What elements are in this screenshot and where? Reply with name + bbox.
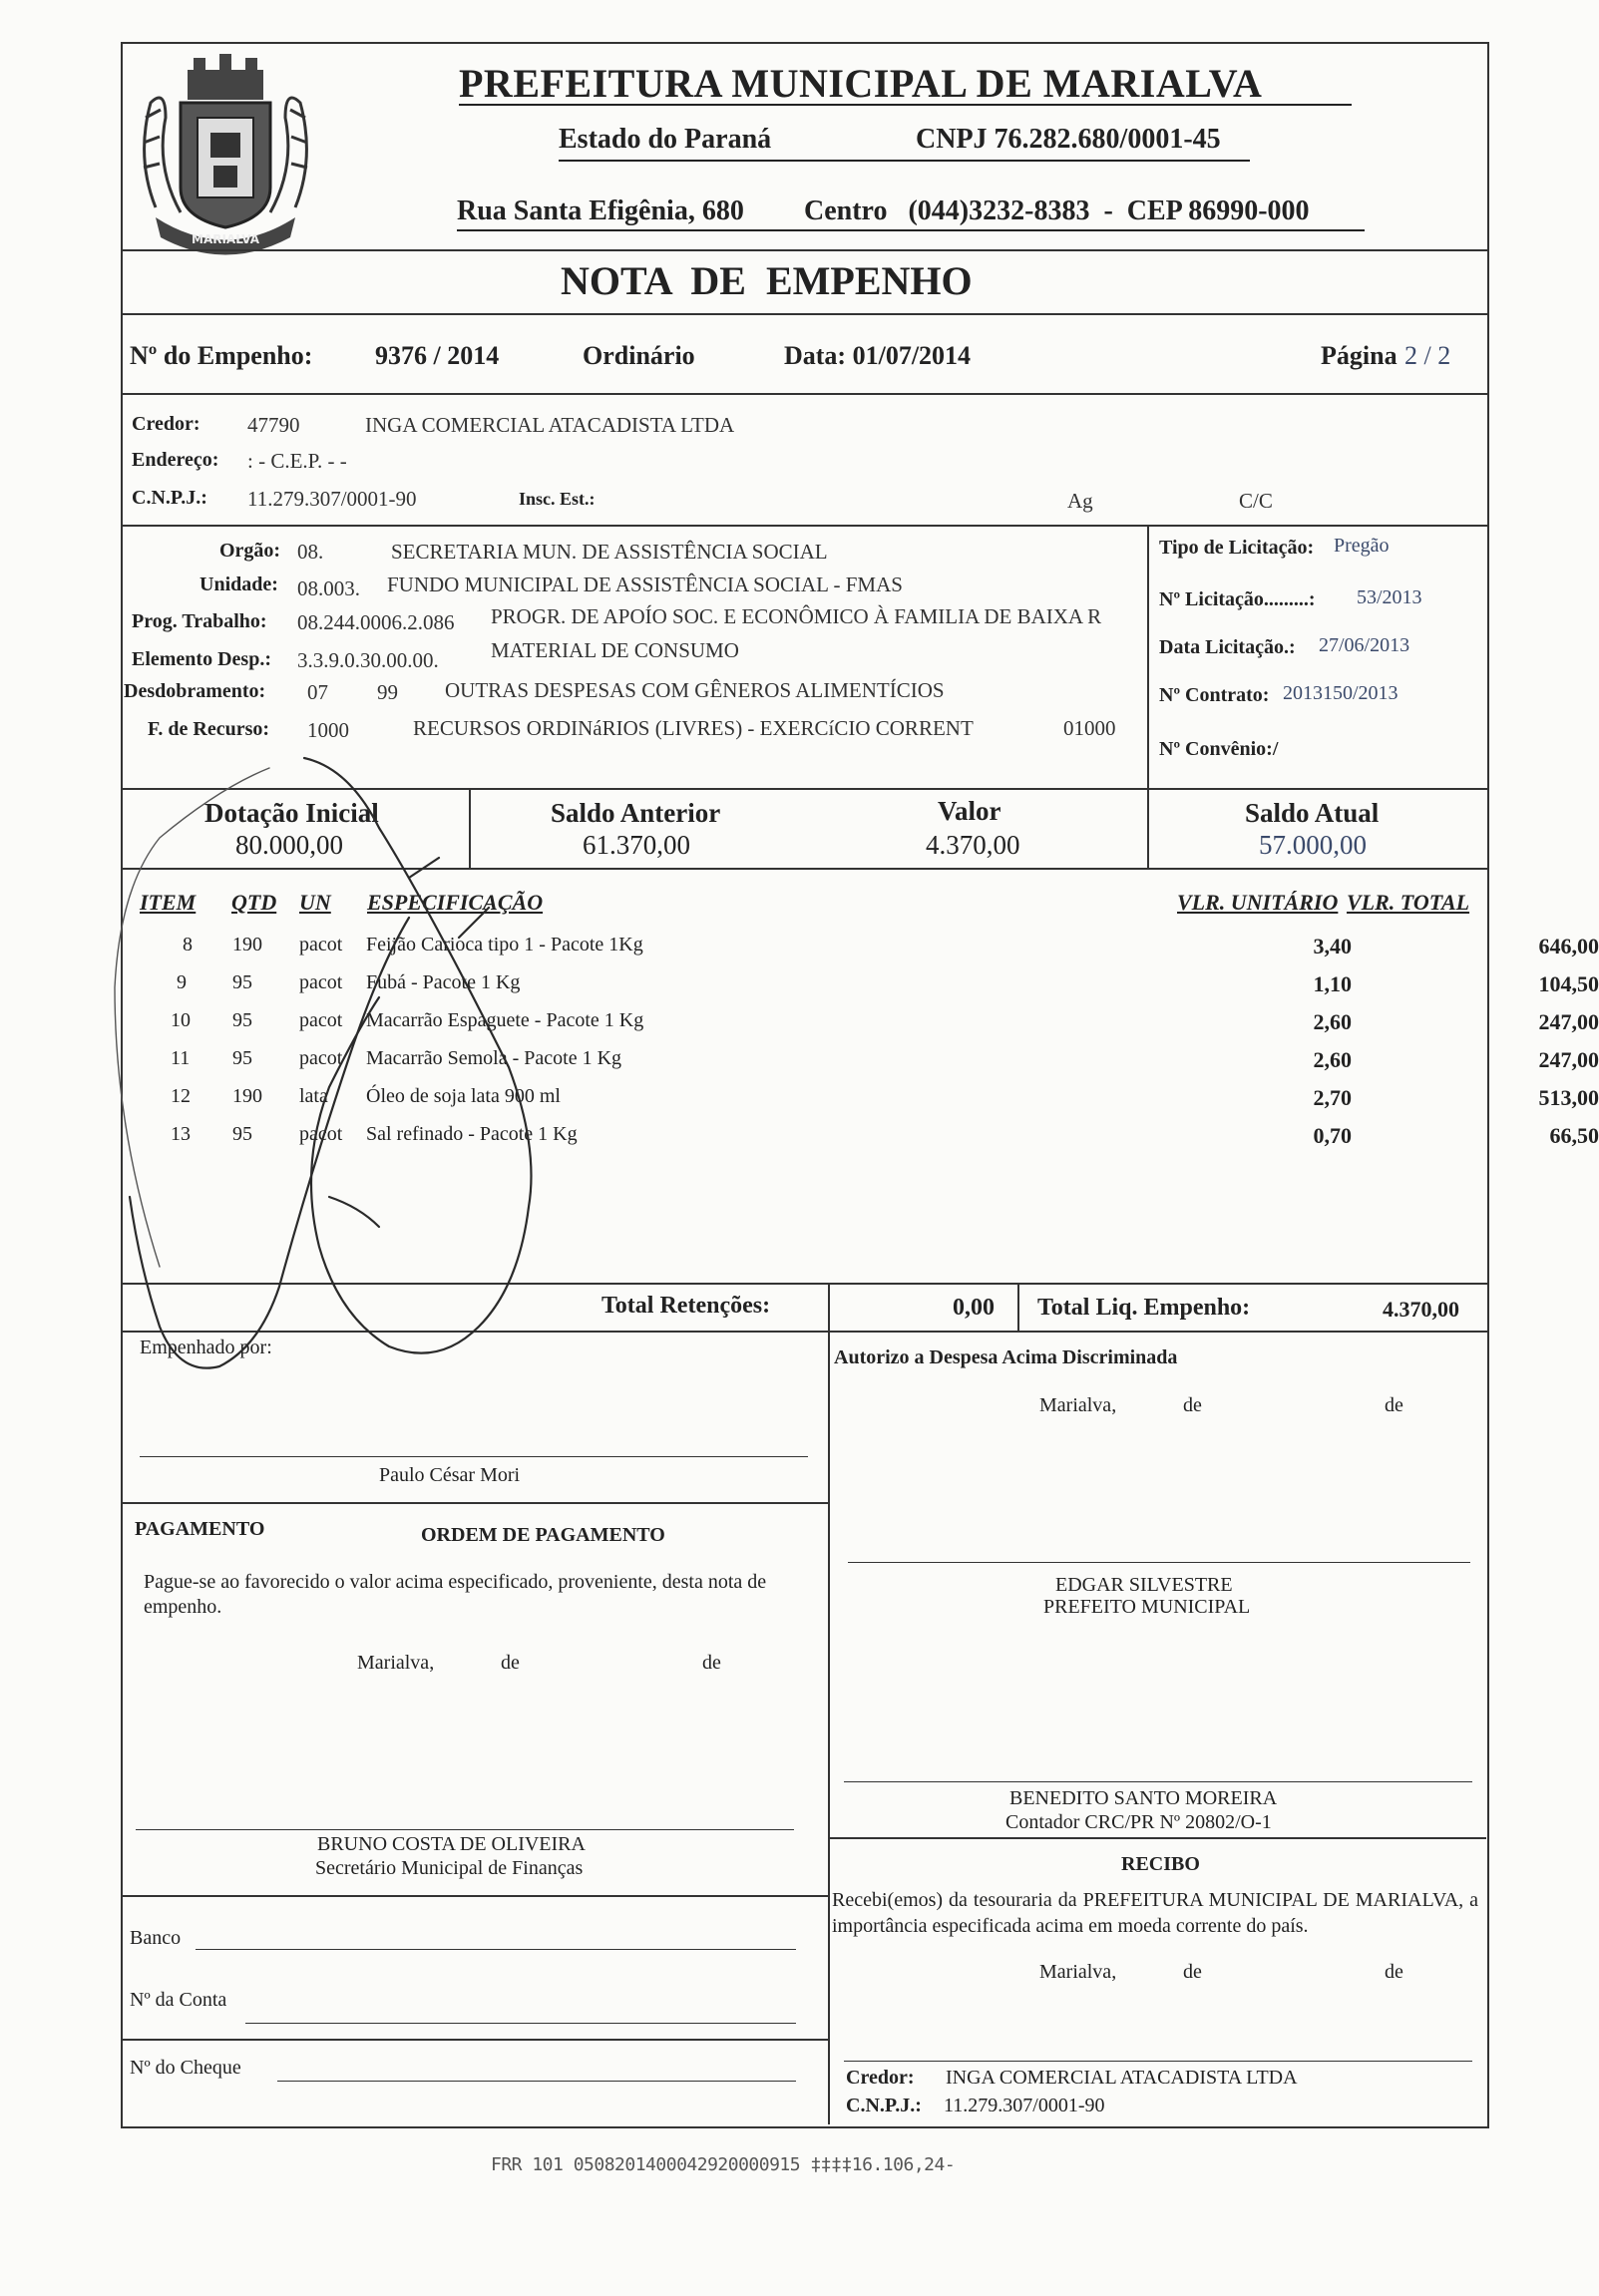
desd-label: Desdobramento: bbox=[124, 680, 266, 702]
anterior-label: Saldo Anterior bbox=[551, 798, 721, 828]
item-un: pacot bbox=[299, 971, 343, 993]
item-vtotal: 513,00 bbox=[1538, 1085, 1599, 1110]
item-number: 9 bbox=[177, 971, 187, 993]
autorizo-label: Autorizo a Despesa Acima Discriminada bbox=[834, 1346, 1178, 1368]
item-number: 13 bbox=[171, 1123, 191, 1145]
empenhado-label: Empenhado por: bbox=[140, 1337, 272, 1358]
empenho-type: Ordinário bbox=[583, 341, 695, 370]
col-esp: ESPECIFICAÇÃO bbox=[367, 890, 544, 915]
cheque-field[interactable] bbox=[277, 2081, 796, 2082]
recibo-texto: Recebi(emos) da tesouraria da PREFEITURA MUNICIPAL DE MARIALVA, a importância especificada acima em moeda corrente do país. bbox=[832, 1889, 1478, 1937]
recibo-local: Marialva, bbox=[1039, 1961, 1117, 1983]
prefeito-signature-line bbox=[848, 1562, 1470, 1563]
autorizo-de2: de bbox=[1385, 1394, 1403, 1416]
recibo-title: RECIBO bbox=[1121, 1853, 1200, 1875]
elem-code: 3.3.9.0.30.00.00. bbox=[297, 648, 439, 672]
unidade-name: FUNDO MUNICIPAL DE ASSISTÊNCIA SOCIAL - FMAS bbox=[387, 573, 903, 596]
cc-label: C/C bbox=[1239, 489, 1273, 513]
item-number: 10 bbox=[171, 1009, 191, 1031]
item-vtotal: 247,00 bbox=[1538, 1047, 1599, 1072]
recurso-code: 1000 bbox=[307, 718, 349, 742]
prefeito-nome: EDGAR SILVESTRE bbox=[1055, 1574, 1233, 1596]
empenho-label: Nº do Empenho: bbox=[130, 341, 313, 370]
data-licitacao-value: 27/06/2013 bbox=[1319, 634, 1410, 656]
address-value: : - C.E.P. - - bbox=[247, 449, 347, 473]
autorizo-local: Marialva, bbox=[1039, 1394, 1117, 1416]
contrato-label: Nº Contrato: bbox=[1159, 684, 1270, 706]
item-un: pacot bbox=[299, 1047, 343, 1069]
elem-name: MATERIAL DE CONSUMO bbox=[491, 638, 739, 662]
footer-code: FRR 101 0508201400042920000915 ‡‡‡‡16.106,24- bbox=[491, 2154, 956, 2175]
retencoes-label: Total Retenções: bbox=[601, 1293, 771, 1319]
desd-name: OUTRAS DESPESAS COM GÊNEROS ALIMENTÍCIOS bbox=[445, 678, 945, 702]
pagamento-de2: de bbox=[702, 1652, 721, 1674]
col-vunit: VLR. UNITÁRIO bbox=[1177, 890, 1339, 915]
item-un: pacot bbox=[299, 1009, 343, 1031]
unidade-code: 08.003. bbox=[297, 576, 360, 600]
orgao-name: SECRETARIA MUN. DE ASSISTÊNCIA SOCIAL bbox=[391, 540, 828, 564]
item-vunit: 2,70 bbox=[1313, 1085, 1352, 1110]
header-title: PREFEITURA MUNICIPAL DE MARIALVA bbox=[459, 61, 1263, 106]
insc-label: Insc. Est.: bbox=[519, 489, 596, 509]
item-esp: Macarrão Semola - Pacote 1 Kg bbox=[366, 1047, 622, 1069]
pagamento-texto: Pague-se ao favorecido o valor acima especificado, proveniente, desta nota de empenho. bbox=[144, 1571, 767, 1618]
prog-name: PROGR. DE APOÍO SOC. E ECONÔMICO À FAMILIA DE BAIXA R bbox=[491, 604, 1102, 628]
desd-code2: 99 bbox=[377, 680, 398, 704]
contador-signature-line bbox=[844, 1781, 1472, 1782]
handwritten-signature bbox=[100, 728, 658, 1446]
header-contact: Centro (044)3232-8383 - CEP 86990-000 bbox=[804, 195, 1310, 226]
item-qtd: 95 bbox=[232, 1009, 252, 1031]
atual-label: Saldo Atual bbox=[1245, 798, 1380, 828]
recibo-cnpj-label: C.N.P.J.: bbox=[846, 2095, 922, 2116]
header-state-underline bbox=[559, 160, 1250, 162]
tipo-licitacao-label: Tipo de Licitação: bbox=[1159, 537, 1315, 559]
credor-name: INGA COMERCIAL ATACADISTA LTDA bbox=[365, 413, 735, 437]
recurso-name: RECURSOS ORDINáRIOS (LIVRES) - EXERCíCIO CORRENT bbox=[413, 716, 974, 740]
recibo-cnpj-value: 11.279.307/0001-90 bbox=[944, 2095, 1105, 2116]
credor-label: Credor: bbox=[132, 413, 200, 435]
contador-nome: BENEDITO SANTO MOREIRA bbox=[1009, 1787, 1278, 1809]
item-esp: Óleo de soja lata 900 ml bbox=[366, 1085, 561, 1107]
item-qtd: 190 bbox=[232, 934, 262, 956]
contrato-value: 2013150/2013 bbox=[1283, 682, 1399, 704]
desd-code: 07 bbox=[307, 680, 328, 704]
orgao-code: 08. bbox=[297, 540, 324, 564]
dotacao-label: Dotação Inicial bbox=[204, 798, 379, 828]
item-vunit: 1,10 bbox=[1313, 971, 1352, 996]
item-vunit: 2,60 bbox=[1313, 1047, 1352, 1072]
secretario-cargo: Secretário Municipal de Finanças bbox=[315, 1857, 584, 1879]
pagamento-local: Marialva, bbox=[357, 1652, 435, 1674]
convenio-label: Nº Convênio:/ bbox=[1159, 738, 1279, 760]
recibo-credor-label: Credor: bbox=[846, 2067, 915, 2089]
banco-label: Banco bbox=[130, 1927, 182, 1949]
retencoes-value: 0,00 bbox=[953, 1295, 995, 1321]
cnpj-label: C.N.P.J.: bbox=[132, 487, 207, 509]
recibo-credor-name: INGA COMERCIAL ATACADISTA LTDA bbox=[946, 2067, 1298, 2089]
col-vtotal: VLR. TOTAL bbox=[1347, 890, 1470, 915]
item-vunit: 2,60 bbox=[1313, 1009, 1352, 1034]
item-esp: Sal refinado - Pacote 1 Kg bbox=[366, 1123, 578, 1145]
pagamento-de1: de bbox=[501, 1652, 520, 1674]
item-qtd: 95 bbox=[232, 1123, 252, 1145]
item-un: pacot bbox=[299, 934, 343, 956]
item-number: 11 bbox=[171, 1047, 191, 1069]
item-vunit: 0,70 bbox=[1313, 1123, 1352, 1148]
cnpj-value: 11.279.307/0001-90 bbox=[247, 487, 417, 511]
tipo-licitacao-value: Pregão bbox=[1334, 535, 1390, 557]
liq-value: 4.370,00 bbox=[1383, 1297, 1459, 1322]
svg-text:MARIALVA: MARIALVA bbox=[192, 232, 259, 246]
num-licitacao-label: Nº Licitação.........: bbox=[1159, 588, 1316, 610]
conta-label: Nº da Conta bbox=[130, 1989, 227, 2011]
page-number: 2 / 2 bbox=[1404, 341, 1451, 370]
col-qtd: QTD bbox=[231, 890, 277, 915]
liq-label: Total Liq. Empenho: bbox=[1037, 1295, 1251, 1321]
item-esp: Macarrão Espaguete - Pacote 1 Kg bbox=[366, 1009, 644, 1031]
header-cnpj: CNPJ 76.282.680/0001-45 bbox=[916, 124, 1221, 155]
valor-label: Valor bbox=[938, 796, 1001, 826]
prog-code: 08.244.0006.2.086 bbox=[297, 610, 455, 634]
empenhado-nome: Paulo César Mori bbox=[379, 1464, 521, 1486]
orgao-label: Orgão: bbox=[219, 540, 281, 562]
autorizo-de1: de bbox=[1183, 1394, 1202, 1416]
contador-cargo: Contador CRC/PR Nº 20802/O-1 bbox=[1005, 1811, 1272, 1833]
item-esp: Fubá - Pacote 1 Kg bbox=[366, 971, 521, 993]
recibo-de2: de bbox=[1385, 1961, 1403, 1983]
empenhado-signature-line bbox=[140, 1456, 808, 1457]
ordem-pagamento-title: ORDEM DE PAGAMENTO bbox=[421, 1524, 665, 1546]
header-state: Estado do Paraná bbox=[559, 124, 772, 155]
table-row: 8 190 pacot Feijão Carioca tipo 1 - Pacote 1Kg 3,40 646,00 bbox=[183, 934, 1599, 958]
recibo-de1: de bbox=[1183, 1961, 1202, 1983]
item-vtotal: 247,00 bbox=[1538, 1009, 1599, 1034]
header-title-underline bbox=[459, 104, 1352, 106]
secretario-signature-line bbox=[136, 1829, 794, 1830]
recibo-signature-line bbox=[844, 2061, 1472, 2062]
item-qtd: 95 bbox=[232, 971, 252, 993]
pagamento-title: PAGAMENTO bbox=[135, 1518, 265, 1540]
anterior-value: 61.370,00 bbox=[583, 830, 690, 860]
data-licitacao-label: Data Licitação.: bbox=[1159, 636, 1296, 658]
unidade-label: Unidade: bbox=[200, 574, 278, 595]
item-vtotal: 104,50 bbox=[1538, 971, 1599, 996]
col-item: ITEM bbox=[140, 890, 197, 915]
coat-of-arms-icon bbox=[126, 48, 325, 257]
item-vtotal: 646,00 bbox=[1538, 934, 1599, 958]
item-vtotal: 66,50 bbox=[1549, 1123, 1599, 1148]
valor-value: 4.370,00 bbox=[926, 830, 1020, 860]
dotacao-value: 80.000,00 bbox=[235, 830, 343, 860]
ag-label: Ag bbox=[1067, 489, 1093, 513]
atual-value: 57.000,00 bbox=[1259, 830, 1367, 860]
item-un: pacot bbox=[299, 1123, 343, 1145]
secretario-nome: BRUNO COSTA DE OLIVEIRA bbox=[317, 1833, 586, 1855]
item-qtd: 95 bbox=[232, 1047, 252, 1069]
item-qtd: 190 bbox=[232, 1085, 262, 1107]
recurso-code2: 01000 bbox=[1063, 716, 1116, 740]
header-street-underline bbox=[457, 229, 1365, 231]
prefeito-cargo: PREFEITO MUNICIPAL bbox=[1043, 1596, 1251, 1618]
empenho-date: Data: 01/07/2014 bbox=[784, 341, 972, 370]
item-esp: Feijão Carioca tipo 1 - Pacote 1Kg bbox=[366, 934, 643, 956]
prog-label: Prog. Trabalho: bbox=[132, 610, 267, 632]
item-vunit: 3,40 bbox=[1313, 934, 1352, 958]
header-street: Rua Santa Efigênia, 680 bbox=[457, 195, 744, 226]
cheque-label: Nº do Cheque bbox=[130, 2057, 241, 2079]
doc-title: NOTA DE EMPENHO bbox=[561, 258, 973, 303]
credor-code: 47790 bbox=[247, 413, 300, 437]
page-label: Página bbox=[1321, 341, 1398, 370]
item-number: 12 bbox=[171, 1085, 191, 1107]
banco-field[interactable] bbox=[196, 1949, 796, 1950]
item-un: lata bbox=[299, 1085, 328, 1107]
empenho-number: 9376 / 2014 bbox=[375, 341, 500, 370]
col-un: UN bbox=[299, 890, 331, 915]
conta-field[interactable] bbox=[245, 2023, 796, 2024]
address-label: Endereço: bbox=[132, 449, 219, 471]
elem-label: Elemento Desp.: bbox=[132, 648, 271, 670]
num-licitacao-value: 53/2013 bbox=[1357, 586, 1422, 608]
recurso-label: F. de Recurso: bbox=[148, 718, 270, 740]
